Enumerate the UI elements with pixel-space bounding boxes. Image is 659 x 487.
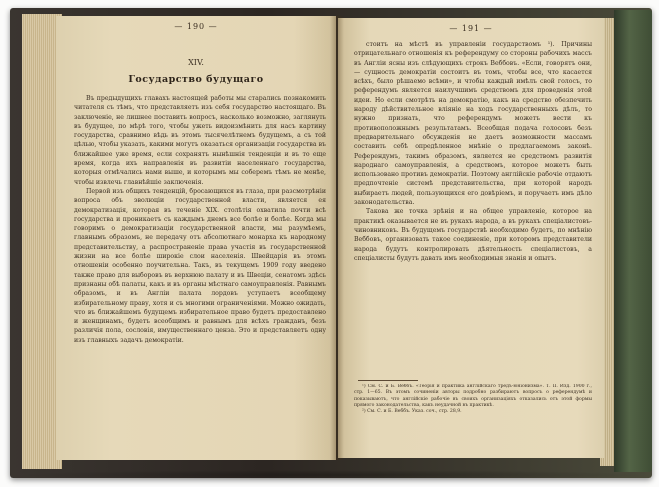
footnote-divider	[358, 380, 418, 381]
chapter-number: XIV.	[188, 58, 204, 67]
footnote: ²) См. С. и Б. Веббъ. Указ. соч., стр. 28,9.	[362, 409, 462, 415]
body-text	[74, 94, 326, 456]
body-text	[354, 40, 592, 376]
chapter-title: Государство будущаго	[128, 74, 264, 85]
page-number: — 190 —	[174, 22, 218, 31]
footnote: ¹) См. С. и Б. Веббъ. «Теорія и практика англійскаго тредъ-юніонизма». Т. II. Изд. 1900 г., стр. 1—65. Въ этомъ сочиненіи авторы подробно разбираютъ вопросъ о референдумѣ и показываютъ, что англійскіе рабочіе въ своихъ организаціяхъ отказались отъ этой формы прямого законодательства, какъ неудачной въ практикѣ.	[354, 384, 592, 408]
book-gutter	[330, 16, 344, 460]
paragraph: Въ предыдущихъ главахъ настоящей работы мы старались познакомить читателя съ тѣмъ, что представляетъ изъ себя государство настоящаго. Въ заключеніе, не лишнее поставить вопросъ, насколько возможно, заглянуть въ будущее, по мѣрѣ того, чтобы ужеть видоизмѣнить для насъ картину государства, сравнимо вѣдь въ этомъ тысячелѣтнемъ будущемъ, а съ той цѣлью, чтобы указать, какими могутъ оказаться организаціи государства въ ближайшее уже время, если сохранятъ нынѣшнія тенденціи и въ то еще время, когда ихъ направленія въ развитіи населеннаго государства, которыя отмѣчались нами выше, и которымъ мы соберемъ тѣмъ не менѣе, чтобы извлечь главнѣйшіе заключенія.	[74, 95, 326, 186]
paragraph: Такова же точка зрѣнія и на общее управленіе, которое на практикѣ оказывается не въ рукахъ народа, а въ рукахъ спеціалистовъ-чиновниковъ. Въ будущемъ государствѣ необходимо будетъ, по мнѣнію Веббовъ, организовать такое соединеніе, при которомъ представители народа будутъ контролировать дѣятельность спеціалистовъ, а спеціалисты будутъ давать имъ необходимыя знанія и опытъ.	[354, 208, 592, 262]
book-shadow	[10, 470, 652, 480]
paragraph: Первой изъ общихъ тенденцій, бросающихся въ глаза, при разсмотрѣніи вопроса объ эволюціи государственной власти, является ея демократизація, которая въ теченіе XIX. столѣтія охватила почти всѣ государства и проникаетъ съ каждымъ днемъ все болѣе и болѣе. Когда мы говоримъ о демократизаціи государственной власти, мы разумѣемъ, главнымъ образомъ, не передачу отъ абсолютнаго монарха къ народному представительству, а распространеніе права участія въ государственной жизни на все болѣе широкіе слои населенія. Швейцарія въ этомъ отношеніи особенно поучительна. Такъ, въ текущемъ 1909 году введено также право для выборовъ въ верхнюю палату и въ Швеціи, сенатомъ здѣсь признаны обѣ палаты, какъ и въ органы мѣстнаго самоуправленія. Равнымъ образомъ, и въ Англіи палата лордовъ уступаетъ всеобщему избирательному праву, хотя и съ многими ограниченіями. Можно ожидать, что въ ближайшемъ будущемъ избирательное право будетъ предоставлено и женщинамъ, будетъ всеобщимъ и равнымъ для всѣхъ гражданъ, безъ различія пола, сословія, имущественнаго ценза. Это и представляетъ одну изъ главныхъ задачъ демократіи.	[74, 187, 326, 344]
right-page	[338, 18, 604, 458]
page-number: — 191 —	[449, 24, 493, 33]
left-page	[56, 16, 336, 460]
book-cover-edge	[614, 10, 652, 472]
paragraph: стоитъ на мѣстѣ въ управленіи государствомъ ¹). Причины отрицательнаго отношенія къ референдуму со стороны рабочихъ массъ въ Англіи ясны изъ слѣдующихъ строкъ Веббовъ. «Если, говорятъ они, — сущность демократіи состоитъ въ томъ, чтобы все, что касается всѣхъ, было рѣшаемо всѣми», и чтобы каждый имѣлъ свой голосъ, то референдумъ является наилучшимъ средствомъ для проведенія этой идеи. Но если смотрѣть на демократію, какъ на средство обезпечить народу дѣйствительное вліяніе на ходъ государственныхъ дѣлъ, то нужно признать, что референдумъ можетъ вести къ противоположнымъ результатамъ. Всеобщая подача голосовъ безъ предварительнаго обсужденія не даетъ возможности массамъ составить себѣ опредѣленное мнѣніе о предлагаемомъ законѣ. Референдумъ, такимъ образомъ, является не средствомъ развитія народнаго самоуправленія, а средствомъ, которое можетъ быть использовано противъ демократіи. Поэтому англійскіе рабочіе отдаютъ предпочтеніе системѣ представительства, при которой народъ выбираетъ людей, пользующихся его довѣріемъ, и поручаетъ имъ дѣло законодательства.	[354, 41, 592, 207]
footnotes	[354, 384, 592, 452]
